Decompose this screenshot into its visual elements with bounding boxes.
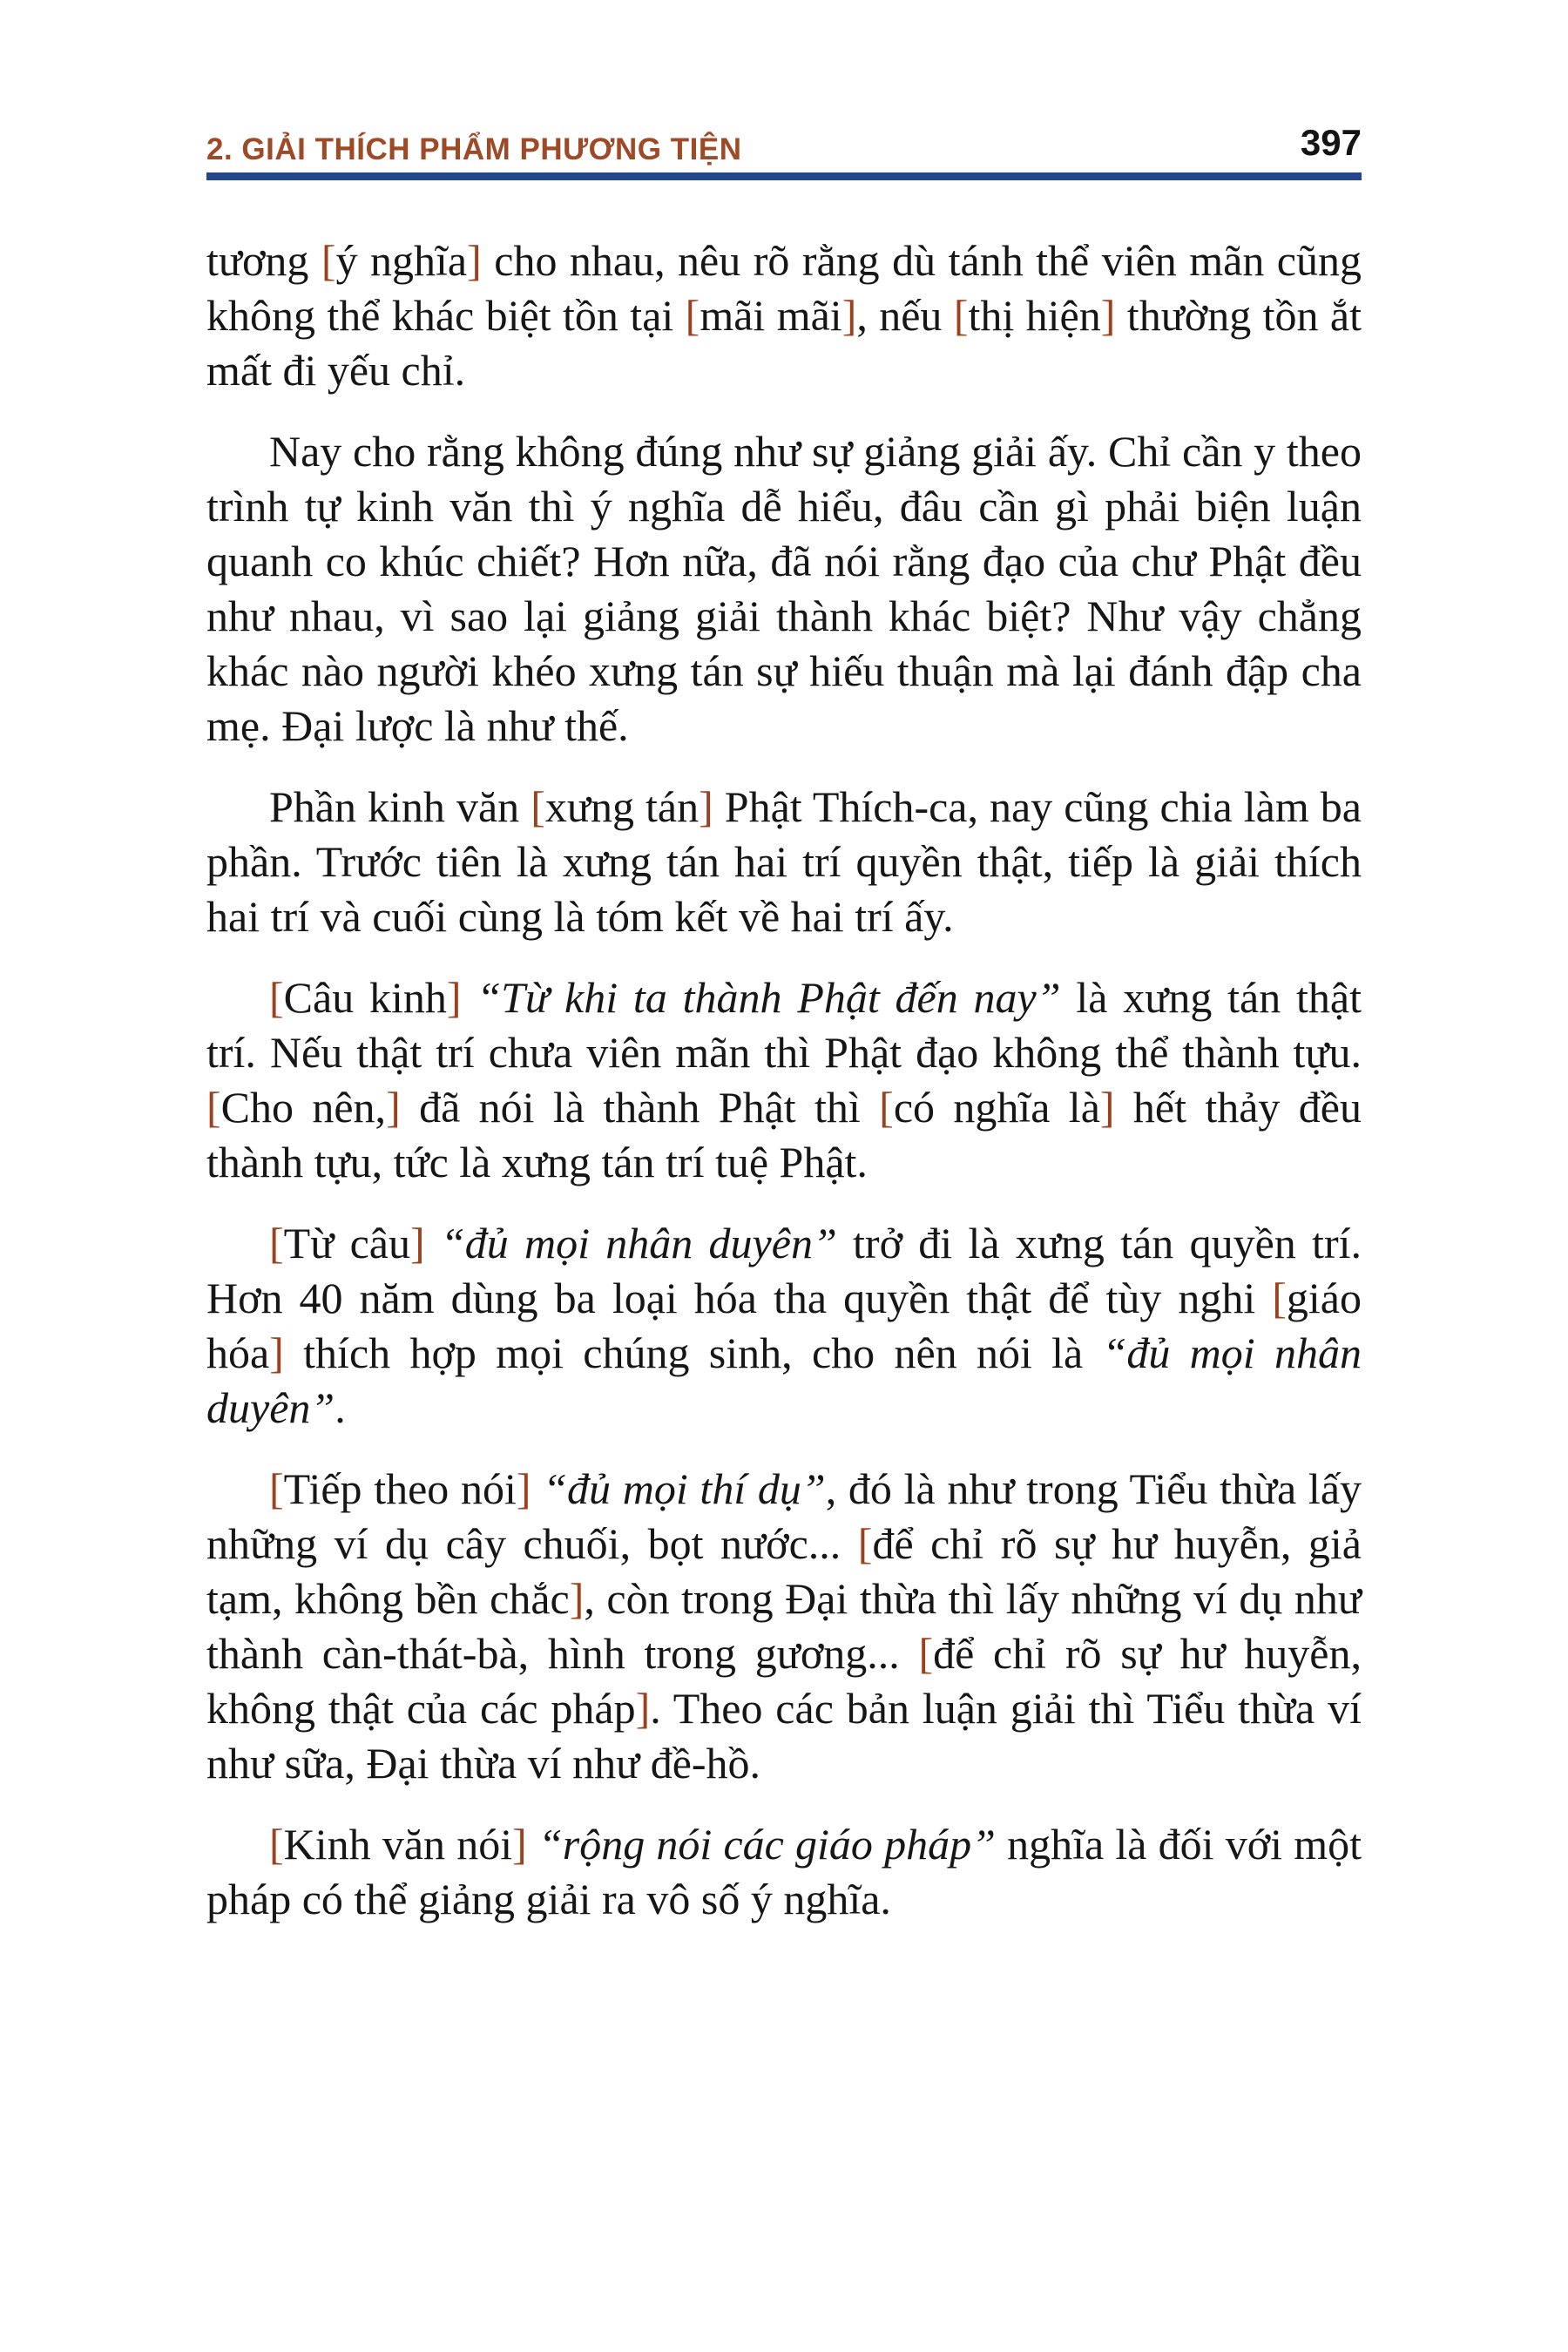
bracket-mark: ] xyxy=(841,291,857,340)
bracket-mark: [ xyxy=(879,1083,894,1132)
bracket-mark: ] xyxy=(516,1464,531,1513)
bracket-mark: ] xyxy=(1099,1083,1115,1132)
text-run: thị hiện xyxy=(968,291,1101,340)
text-run: để chỉ rõ sự hư huyễn, giả tạm, không bền chắc xyxy=(206,1519,1362,1623)
quoted-sutra-phrase: “Từ khi ta thành Phật đến nay” xyxy=(476,973,1061,1022)
bracket-mark: [ xyxy=(269,1219,284,1267)
bracket-mark: ] xyxy=(467,236,482,285)
text-run: Phần kinh văn xyxy=(269,782,531,831)
page-number: 397 xyxy=(1300,122,1362,164)
bracket-mark: [ xyxy=(206,1083,221,1132)
text-run: là xưng tán thật trí. Nếu thật trí chưa viên mãn thì Phật đạo không thể thành tựu. xyxy=(206,973,1362,1077)
bracket-mark: [ xyxy=(321,236,336,285)
text-run: Tiếp theo nói xyxy=(283,1464,517,1513)
text-run: Nay cho rằng không đúng như sự giảng giải ấy. Chỉ cần y theo trình tự kinh văn thì ý nghĩa dễ hiểu, đâu cần gì phải biện luận quanh co khúc chiết? Hơn nữa, đã nói rằng đạo của chư Phật đều như nhau, vì sao lại giảng giải thành khác biệt? Như vậy chẳng khác nào người khéo xưng tán sự hiếu thuận mà lại đánh đập cha mẹ. Đại lược là như thế. xyxy=(206,427,1362,750)
text-run: tương xyxy=(206,236,321,285)
bracket-mark: [ xyxy=(531,782,545,831)
bracket-mark: [ xyxy=(857,1519,873,1568)
text-run: có nghĩa là xyxy=(893,1083,1100,1132)
text-run: Kinh văn nói xyxy=(283,1820,513,1869)
bracket-mark: ] xyxy=(635,1684,651,1733)
running-header-title: 2. GIẢI THÍCH PHẨM PHƯƠNG TIỆN xyxy=(206,132,742,166)
text-run xyxy=(425,1219,441,1267)
bracket-mark: ] xyxy=(409,1219,425,1267)
text-run: nghĩa là đối với một pháp có thể giảng giải ra vô số ý nghĩa. xyxy=(206,1820,1362,1923)
text-run: . xyxy=(335,1383,346,1432)
text-run: . Theo các bản luận giải thì Tiểu thừa ví như sữa, Đại thừa ví như đề-hồ. xyxy=(206,1684,1362,1788)
bracket-mark: [ xyxy=(1272,1274,1287,1322)
text-run: , đó là như trong Tiểu thừa lấy những ví dụ cây chuối, bọt nước... xyxy=(206,1464,1362,1568)
text-run: Câu kinh xyxy=(283,973,447,1022)
text-run: thích hợp mọi chúng sinh, cho nên nói là xyxy=(283,1328,1103,1377)
bracket-mark: ] xyxy=(1100,291,1116,340)
text-run: Cho nên, xyxy=(220,1083,387,1132)
paragraph xyxy=(206,1462,1362,1791)
text-run xyxy=(531,1464,544,1513)
text-run: giáo hóa xyxy=(206,1274,1362,1377)
paragraph xyxy=(206,233,1362,398)
text-run: trở đi là xưng tán quyền trí. Hơn 40 năm dùng ba loại hóa tha quyền thật để tùy nghi xyxy=(206,1219,1362,1322)
quoted-sutra-phrase: “đủ mọi nhân duyên” xyxy=(440,1219,837,1267)
quoted-sutra-phrase: “đủ mọi nhân duyên” xyxy=(206,1328,1362,1432)
paragraph xyxy=(206,424,1362,754)
text-run: thường tồn ắt mất đi yếu chỉ. xyxy=(206,291,1362,395)
text-run: Từ câu xyxy=(283,1219,410,1267)
bracket-mark: [ xyxy=(685,291,700,340)
paragraph xyxy=(206,970,1362,1190)
text-run xyxy=(462,973,477,1022)
bracket-mark: [ xyxy=(953,291,969,340)
text-run: để chỉ rõ sự hư huyễn, không thật của các pháp xyxy=(206,1629,1362,1733)
text-run: đã nói là thành Phật thì xyxy=(400,1083,880,1132)
text-run: ý nghĩa xyxy=(335,236,468,285)
bracket-mark: [ xyxy=(269,1464,284,1513)
bracket-mark: [ xyxy=(918,1629,934,1678)
text-run: Phật Thích-ca, nay cũng chia làm ba phần. Trước tiên là xưng tán hai trí quyền thật, tiếp là giải thích hai trí và cuối cùng là tóm kết về hai trí ấy. xyxy=(206,782,1362,941)
text-run: xưng tán xyxy=(544,782,700,831)
text-run: mãi mãi xyxy=(700,291,842,340)
bracket-mark: [ xyxy=(269,1820,284,1869)
text-run: hết thảy đều thành tựu, tức là xưng tán trí tuệ Phật. xyxy=(206,1083,1362,1186)
quoted-sutra-phrase: “rộng nói các giáo pháp” xyxy=(537,1820,996,1869)
bracket-mark: ] xyxy=(569,1574,585,1623)
paragraph xyxy=(206,1216,1362,1436)
bracket-mark: ] xyxy=(512,1820,527,1869)
text-run: , nếu xyxy=(856,291,954,340)
bracket-mark: ] xyxy=(386,1083,401,1132)
body-text xyxy=(206,233,1362,1953)
page-header xyxy=(206,122,1362,170)
bracket-mark: ] xyxy=(699,782,713,831)
text-run: cho nhau, nêu rõ rằng dù tánh thể viên mãn cũng không thể khác biệt tồn tại xyxy=(206,236,1362,340)
bracket-mark: ] xyxy=(269,1328,284,1377)
bracket-mark: [ xyxy=(269,973,284,1022)
quoted-sutra-phrase: “đủ mọi thí dụ” xyxy=(543,1464,826,1513)
paragraph xyxy=(206,1817,1362,1927)
header-rule xyxy=(206,172,1362,180)
text-run xyxy=(527,1820,538,1869)
text-run: , còn trong Đại thừa thì lấy những ví dụ như thành càn-thát-bà, hình trong gương... xyxy=(206,1574,1362,1678)
paragraph xyxy=(206,780,1362,944)
bracket-mark: ] xyxy=(446,973,462,1022)
